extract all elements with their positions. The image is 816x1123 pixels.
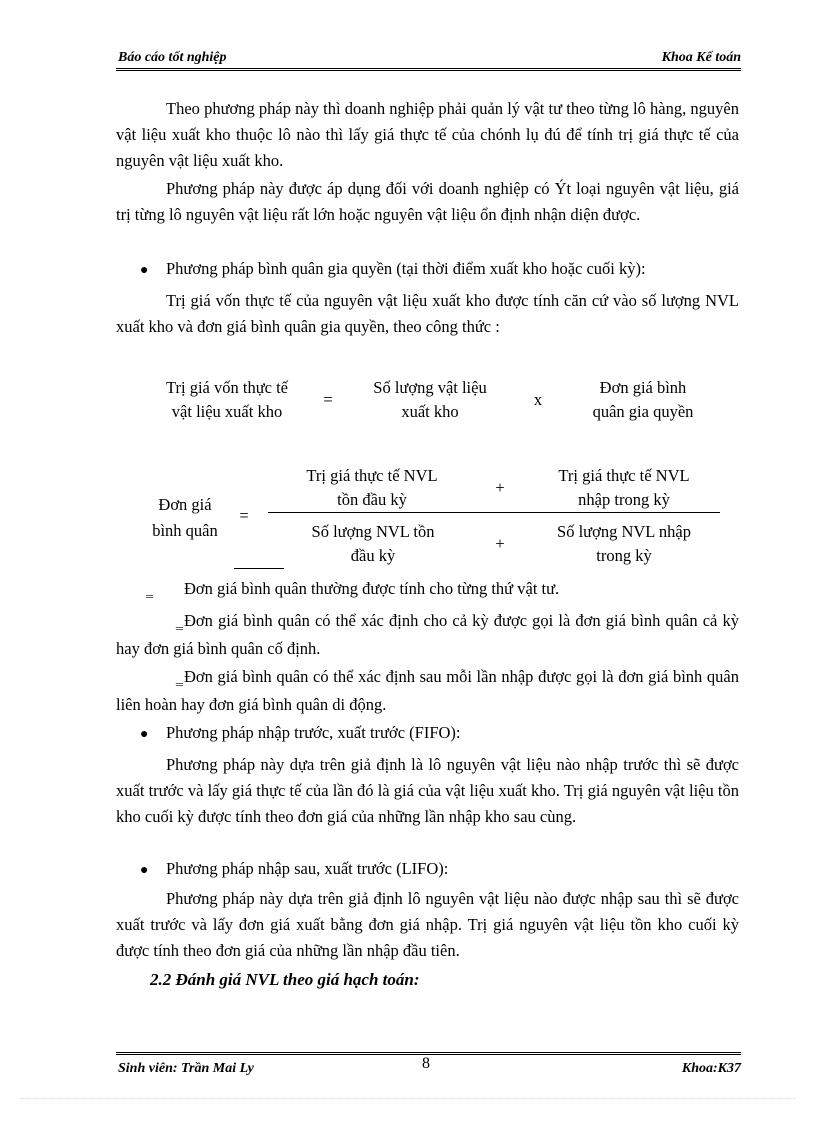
bullet-icon: ●: [140, 863, 149, 878]
dash-icon: ‗: [176, 671, 183, 686]
dash-item-text: Đơn giá bình quân thường được tính cho từng thứ vật tư.: [184, 579, 560, 598]
header-faculty: Khoa Kế toán: [661, 50, 741, 65]
formula1-times: x: [533, 390, 543, 409]
paragraph-formula-intro: Trị giá vốn thực tế của nguyên vật liệu xuất kho được tính căn cứ vào số lượng NVL xuất kho và đơn giá bình quân gia quyền, theo công thức :: [116, 291, 739, 336]
formula2-lhs-line2: bình quân: [152, 521, 218, 540]
dash-item-text: Đơn giá bình quân có thể xác định cho cả kỳ được gọi là đơn giá bình quân cả kỳ hay đơn giá bình quân cố định.: [116, 611, 739, 658]
formula1-quantity: [350, 376, 510, 424]
bullet-text: Phương pháp bình quân gia quyền (tại thời điểm xuất kho hoặc cuối kỳ):: [166, 259, 646, 278]
formula2-denominator-received-line1: Số lượng NVL nhập: [557, 522, 691, 541]
dash-item-moving-average: [116, 664, 739, 718]
formula2-fraction-bar: [268, 512, 720, 513]
bullet-lifo: [140, 856, 448, 884]
formula1-lhs-line2: vật liệu xuất kho: [171, 402, 283, 421]
paragraph-fifo: Phương pháp này dựa trên giả định là lô nguyên vật liệu nào nhập trước thì sẽ được xuất trước và lấy giá thực tế của lần đó là giá của vật liệu xuất kho. Trị giá nguyên vật liệu tồn kho cuối kỳ được tính theo đơn giá của những lần nhập kho sau cùng.: [116, 755, 739, 826]
formula1-unit-price-line2: quân gia quyền: [592, 402, 694, 421]
bullet-icon: ●: [140, 263, 149, 278]
page-footer: [116, 1052, 741, 1081]
page-bottom-border: [20, 1098, 796, 1099]
formula2-denominator-plus: +: [495, 534, 505, 553]
formula2-numerator-plus: +: [495, 478, 505, 497]
bullet-text: Phương pháp nhập trước, xuất trước (FIFO):: [166, 723, 461, 742]
formula2-underline: [234, 568, 284, 569]
bullet-icon: ●: [140, 727, 149, 742]
page-number: 8: [422, 1055, 430, 1072]
bullet-weighted-average: [140, 256, 646, 284]
formula2-denominator-opening: [290, 520, 456, 568]
page-header: [116, 48, 741, 71]
formula1-unit-price: [570, 376, 716, 424]
dash-item-price-per-material: [146, 576, 559, 604]
formula2-numerator-opening: [282, 464, 462, 512]
footer-student-name: Sinh viên: Trần Mai Ly: [118, 1061, 254, 1076]
formula1-lhs-line1: Trị giá vốn thực tế: [166, 378, 288, 397]
paragraph-applicability: Phương pháp này được áp dụng đối với doanh nghiệp có Ýt loại nguyên vật liệu, giá trị từng lô nguyên vật liệu rất lớn hoặc nguyên vật liệu ổn định nhận diện được.: [116, 179, 739, 224]
formula2-numerator-received-line1: Trị giá thực tế NVL: [558, 466, 690, 485]
formula2-lhs: [140, 492, 230, 544]
formula2-denominator-received: [534, 520, 714, 568]
formula2-numerator-opening-line1: Trị giá thực tế NVL: [306, 466, 438, 485]
formula1-quantity-line2: xuất kho: [401, 402, 459, 421]
bullet-fifo: [140, 720, 461, 748]
formula2-numerator-opening-line2: tồn đầu kỳ: [337, 490, 407, 509]
formula2-denominator-opening-line1: Số lượng NVL tồn: [311, 522, 435, 541]
formula1-equals: =: [323, 390, 333, 409]
footer-class: Khoa:K37: [681, 1061, 741, 1076]
paragraph-specific-identification: Theo phương pháp này thì doanh nghiệp phải quản lý vật tư theo từng lô hàng, nguyên vật liệu xuất kho thuộc lô nào thì lấy giá thực tế của chónh lụ đú để tính trị giá thực tế của nguyên vật liệu xuất kho.: [116, 99, 739, 170]
formula1-quantity-line1: Số lượng vật liệu: [373, 378, 487, 397]
formula2-denominator-received-line2: trong kỳ: [596, 546, 652, 565]
bullet-text: Phương pháp nhập sau, xuất trước (LIFO):: [166, 859, 449, 878]
dash-icon: ‗: [146, 583, 153, 598]
dash-icon: ‗: [176, 615, 183, 630]
header-report-title: Báo cáo tốt nghiệp: [118, 50, 227, 65]
formula2-lhs-line1: Đơn giá: [158, 495, 212, 514]
formula2-numerator-received: [534, 464, 714, 512]
formula2-equals: =: [239, 506, 249, 525]
dash-item-text: Đơn giá bình quân có thể xác định sau mỗi lần nhập được gọi là đơn giá bình quân liên hoàn hay đơn giá bình quân di động.: [116, 667, 739, 714]
section-title: 2.2 Đánh giá NVL theo giá hạch toán:: [150, 970, 420, 989]
formula2-numerator-received-line2: nhập trong kỳ: [578, 490, 670, 509]
dash-item-fixed-average: [116, 608, 739, 662]
formula1-lhs: [142, 376, 312, 424]
formula1-unit-price-line1: Đơn giá bình: [599, 378, 687, 397]
formula2-denominator-opening-line2: đầu kỳ: [350, 546, 396, 565]
paragraph-lifo: Phương pháp này dựa trên giả định lô nguyên vật liệu nào được nhập sau thì sẽ được xuất trước và lấy đơn giá xuất bằng đơn giá nhập. Trị giá nguyên vật liệu tồn kho cuối kỳ được tính theo đơn giá của những lần nhập đầu tiên.: [116, 889, 739, 960]
